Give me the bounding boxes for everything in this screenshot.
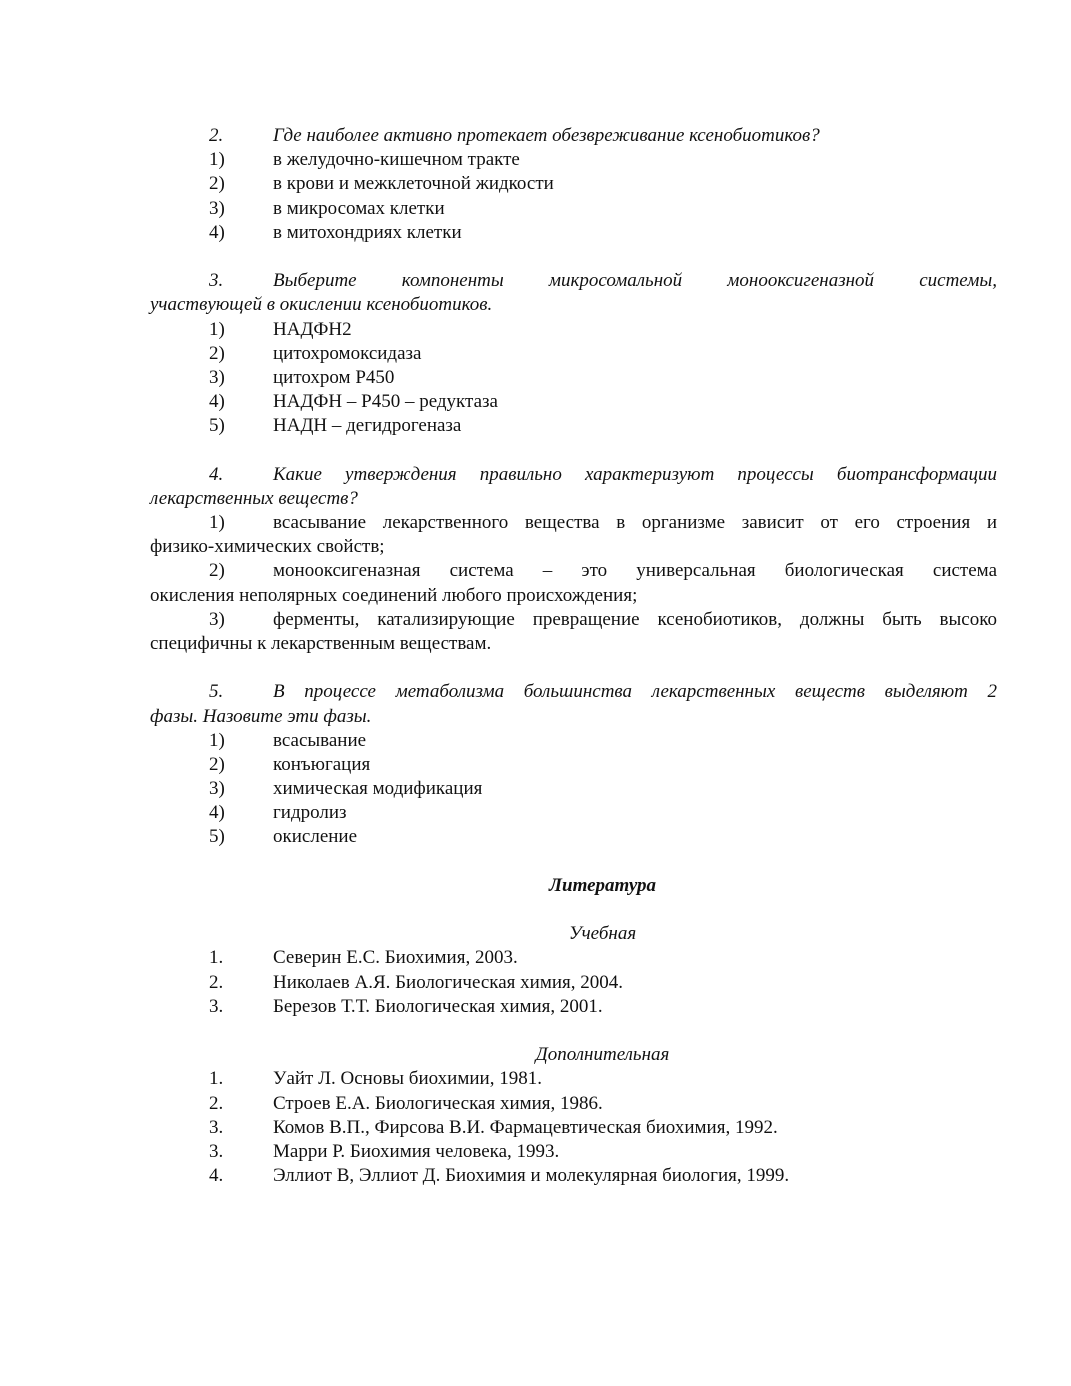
option-text: всасывание лекарственного вещества в организме зависит от его строения и: [273, 512, 997, 533]
extra-literature-heading: Дополнительная: [535, 1044, 670, 1066]
question-5-line-2: фазы. Назовите эти фазы.: [150, 705, 372, 727]
reference-item: [150, 1116, 997, 1140]
answer-option: [150, 729, 997, 753]
reference-text: Строев Е.А. Биологическая химия, 1986.: [273, 1092, 603, 1114]
option-text: цитохром Р450: [273, 366, 395, 388]
reference-number: 2.: [209, 1092, 224, 1114]
answer-option: [150, 318, 997, 342]
option-number: 1): [209, 318, 225, 340]
answer-option: [150, 148, 997, 172]
answer-option: [150, 221, 997, 245]
answer-option: [150, 390, 997, 414]
option-number: 1): [209, 729, 225, 751]
option-number: 3): [209, 608, 225, 630]
reference-number: 3.: [209, 995, 224, 1017]
option-text: в микросомах клетки: [273, 197, 445, 219]
option-number: 4): [209, 221, 225, 243]
option-number: 1): [209, 512, 225, 533]
question-2: [150, 124, 997, 148]
reference-text: Северин Е.С. Биохимия, 2003.: [273, 947, 518, 969]
question-number: 5.: [209, 681, 224, 703]
reference-text: Николаев А.Я. Биологическая химия, 2004.: [273, 971, 623, 993]
reference-item: [150, 1067, 997, 1091]
reference-item: [150, 1140, 997, 1164]
option-number: 3): [209, 366, 225, 388]
reference-number: 1.: [209, 1068, 224, 1090]
answer-option: [150, 342, 997, 366]
reference-text: Уайт Л. Основы биохимии, 1981.: [273, 1068, 542, 1090]
option-text: монооксигеназная система – это универсальная биологическая система: [273, 560, 997, 582]
option-text: ферменты, катализирующие превращение ксенобиотиков, должны быть высоко: [273, 608, 997, 630]
question-3-line-2: участвующей в окислении ксенобиотиков.: [150, 294, 493, 316]
reference-item: [150, 1164, 997, 1188]
question-number: 2.: [209, 125, 224, 146]
question-3-line-1: [150, 269, 997, 293]
answer-option: [150, 753, 997, 777]
option-number: 2): [209, 560, 225, 582]
reference-number: 1.: [209, 947, 224, 969]
answer-option: [150, 825, 997, 849]
reference-number: 3.: [209, 1116, 224, 1138]
reference-text: Березов Т.Т. Биологическая химия, 2001.: [273, 995, 603, 1017]
reference-number: 4.: [209, 1165, 224, 1187]
option-text: окисление: [273, 826, 358, 848]
option-number: 3): [209, 197, 225, 219]
statement-option-line-2: специфичны к лекарственным веществам.: [150, 632, 492, 654]
document-page: [150, 124, 997, 1188]
answer-option: [150, 801, 997, 825]
option-number: 1): [209, 149, 225, 171]
option-text: всасывание: [273, 729, 367, 751]
reference-item: [150, 1092, 997, 1116]
reference-text: Эллиот В, Эллиот Д. Биохимия и молекулярная биология, 1999.: [273, 1165, 790, 1187]
option-text: НАДФН2: [273, 318, 352, 340]
option-number: 2): [209, 753, 225, 775]
answer-option: [150, 197, 997, 221]
question-text: Где наиболее активно протекает обезвреживание ксенобиотиков?: [273, 125, 820, 146]
literature-heading: Литература: [548, 874, 657, 896]
statement-option-line-1: [150, 559, 997, 583]
reference-item: [150, 946, 997, 970]
option-text: химическая модификация: [273, 778, 483, 800]
question-5-line-1: [150, 680, 997, 704]
question-4-line-1: [150, 463, 997, 487]
question-number: 3.: [209, 270, 224, 292]
option-text: НАДН – дегидрогеназа: [273, 415, 462, 437]
question-text: Выберите компоненты микросомальной монооксигеназной системы,: [273, 270, 997, 292]
answer-option: [150, 414, 997, 438]
option-text: цитохромоксидаза: [273, 342, 422, 364]
reference-number: 3.: [209, 1140, 224, 1162]
option-text: конъюгация: [273, 753, 371, 775]
statement-option-line-2: физико-химических свойств;: [150, 536, 385, 558]
statement-option-line-2: окисления неполярных соединений любого происхождения;: [150, 584, 638, 606]
answer-option: [150, 366, 997, 390]
answer-option: [150, 172, 997, 196]
option-text: НАДФН – Р450 – редуктаза: [273, 391, 498, 413]
option-text: в митохондриях клетки: [273, 221, 462, 243]
option-text: в крови и межклеточной жидкости: [273, 173, 554, 195]
option-text: в желудочно-кишечном тракте: [273, 149, 520, 171]
reference-number: 2.: [209, 971, 224, 993]
option-number: 2): [209, 173, 225, 195]
question-4-line-2: лекарственных веществ?: [150, 487, 358, 509]
option-text: гидролиз: [273, 802, 347, 824]
question-text: Какие утверждения правильно характеризуют процессы биотрансформации: [273, 463, 997, 485]
reference-item: [150, 995, 997, 1019]
answer-option: [150, 777, 997, 801]
statement-option-line-1: [150, 511, 997, 535]
question-text: В процессе метаболизма большинства лекарственных веществ выделяют 2: [273, 681, 997, 703]
statement-option-line-1: [150, 608, 997, 632]
reference-item: [150, 971, 997, 995]
option-number: 5): [209, 415, 225, 437]
reference-text: Комов В.П., Фирсова В.И. Фармацевтическая биохимия, 1992.: [273, 1116, 778, 1138]
option-number: 2): [209, 342, 225, 364]
option-number: 4): [209, 802, 225, 824]
question-number: 4.: [209, 463, 224, 485]
main-literature-heading: Учебная: [568, 923, 637, 945]
option-number: 4): [209, 391, 225, 413]
reference-text: Марри Р. Биохимия человека, 1993.: [273, 1140, 560, 1162]
option-number: 3): [209, 778, 225, 800]
option-number: 5): [209, 826, 225, 848]
